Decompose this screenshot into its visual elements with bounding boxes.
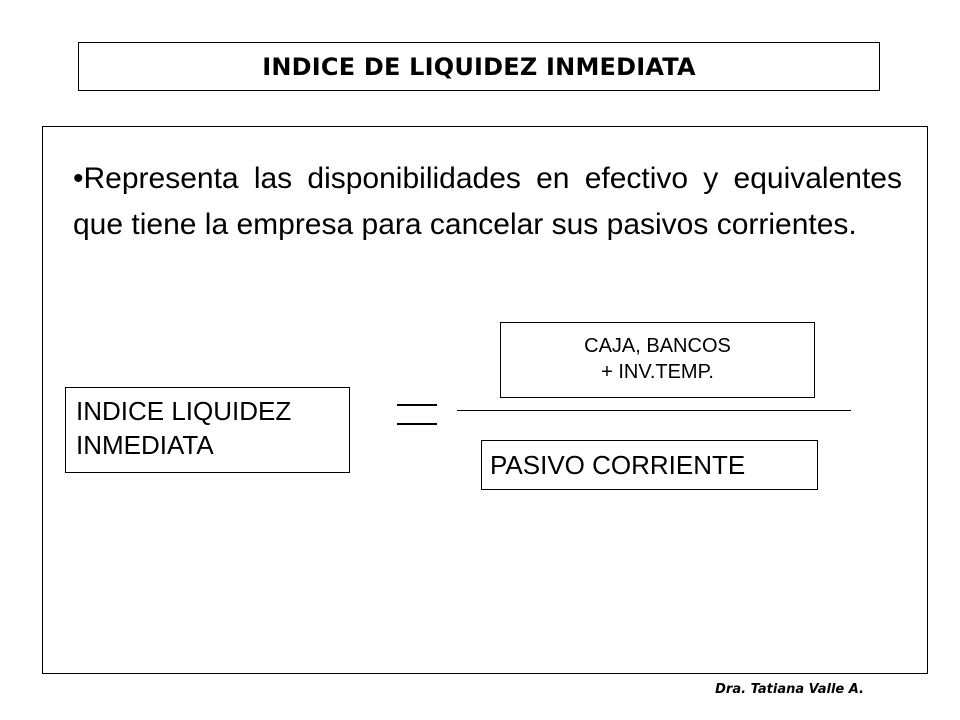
equals-sign-bottom-bar	[397, 423, 437, 425]
fraction-bar	[457, 410, 851, 411]
formula-lhs-line1: INDICE LIQUIDEZ	[76, 396, 292, 426]
formula-denominator-box	[481, 440, 818, 490]
bullet-text: •Representa las disponibilidades en efectivo y equivalentes que tiene la empresa para cancelar sus pasivos corrientes.	[73, 162, 902, 241]
title-box	[78, 42, 880, 91]
formula-lhs-line2: INMEDIATA	[76, 430, 214, 460]
slide-title: INDICE DE LIQUIDEZ INMEDIATA	[262, 52, 696, 81]
equals-sign-top-bar	[397, 404, 437, 406]
author-credit: Dra. Tatiana Valle A.	[715, 682, 864, 697]
formula-numerator-box	[500, 322, 815, 398]
formula-lhs-box	[65, 387, 350, 473]
formula-numerator-line2: + INV.TEMP.	[601, 361, 714, 383]
formula-denominator: PASIVO CORRIENTE	[490, 450, 746, 480]
formula-numerator-line1: CAJA, BANCOS	[584, 335, 731, 357]
